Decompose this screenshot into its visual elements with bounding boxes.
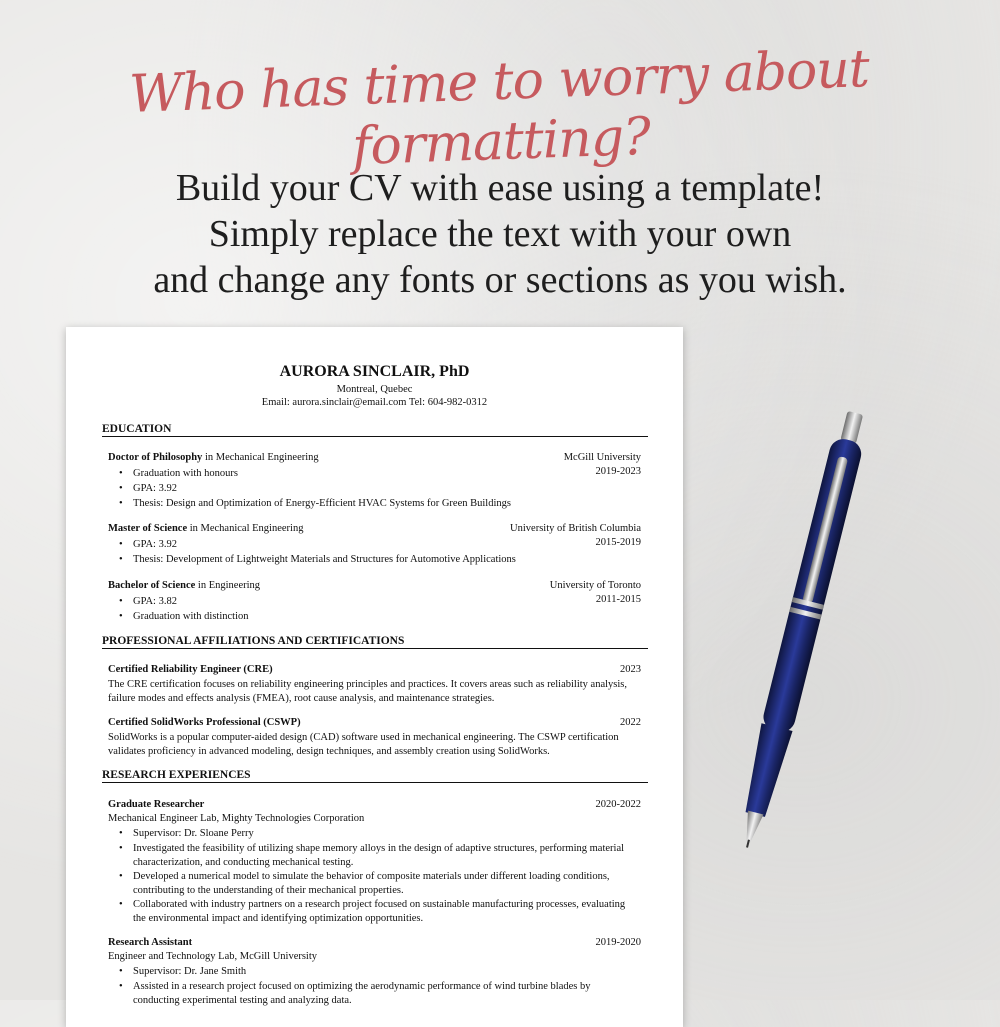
subtitle-line-1: Build your CV with ease using a template! bbox=[175, 167, 825, 209]
school-name: University of Toronto bbox=[549, 580, 641, 591]
list-item: • Supervisor: Dr. Sloane Perry bbox=[133, 827, 633, 841]
cv-location: Montreal, Quebec bbox=[336, 384, 413, 395]
subtitle-line-3: and change any fonts or sections as you wish. bbox=[153, 259, 847, 301]
education-years: 2015-2019 bbox=[595, 537, 641, 548]
education-years: 2011-2015 bbox=[595, 594, 641, 605]
list-item: • Developed a numerical model to simulate the behavior of composite materials under different loading conditions, contributing to the understanding of their mechanical properties. bbox=[133, 870, 633, 898]
certification-year: 2022 bbox=[620, 717, 641, 728]
list-item: • GPA: 3.92 bbox=[133, 482, 633, 496]
section-heading-affiliations: PROFESSIONAL AFFILIATIONS AND CERTIFICATIONS bbox=[102, 635, 648, 649]
list-item: • Collaborated with industry partners on a research project focused on sustainable manufacturing processes, evaluating the environmental impact and identifying optimization opportunities. bbox=[133, 898, 633, 926]
research-years: 2019-2020 bbox=[595, 937, 641, 948]
list-item: • Assisted in a research project focused on optimizing the aerodynamic performance of wind turbine blades by conducting experimental testing and analyzing data. bbox=[133, 980, 633, 1008]
list-item: • Thesis: Design and Optimization of Energy-Efficient HVAC Systems for Green Buildings bbox=[133, 497, 633, 511]
degree-field: in Mechanical Engineering bbox=[187, 523, 304, 534]
research-org: Mechanical Engineer Lab, Mighty Technologies Corporation bbox=[108, 813, 365, 824]
list-item: • Investigated the feasibility of utilizing shape memory alloys in the design of adaptive structures, performing material characterization, and conducting mechanical testing. bbox=[133, 842, 633, 870]
list-item: • Graduation with honours bbox=[133, 467, 633, 481]
degree-title: Bachelor of Science bbox=[108, 580, 196, 591]
degree-title: Master of Science bbox=[108, 523, 188, 534]
degree-field: in Engineering bbox=[195, 580, 261, 591]
school-name: McGill University bbox=[563, 452, 641, 463]
list-item: • GPA: 3.82 bbox=[133, 595, 633, 609]
research-title: Research Assistant bbox=[108, 937, 193, 948]
research-entry bbox=[108, 937, 641, 948]
certification-entry bbox=[108, 664, 641, 675]
promo-headline: Who has time to worry about formatting? bbox=[128, 39, 870, 178]
research-entry bbox=[108, 799, 641, 810]
certification-description: SolidWorks is a popular computer-aided design (CAD) software used in mechanical engineering. The CSWP certification validates proficiency in advanced modeling, design techniques, and assembly creation using SolidWorks. bbox=[108, 732, 619, 757]
education-entry-msc bbox=[108, 523, 641, 534]
certification-entry bbox=[108, 717, 641, 728]
degree-field: in Mechanical Engineering bbox=[202, 452, 319, 463]
degree-title: Doctor of Philosophy bbox=[108, 452, 203, 463]
education-entry-bsc bbox=[108, 580, 641, 591]
cv-contact: Email: aurora.sinclair@email.com Tel: 604-982-0312 bbox=[261, 397, 488, 408]
education-entry-phd bbox=[108, 452, 641, 463]
promo-subtitle bbox=[0, 165, 1000, 303]
list-item: • Supervisor: Dr. Jane Smith bbox=[133, 965, 633, 979]
school-name: University of British Columbia bbox=[510, 523, 641, 534]
research-org: Engineer and Technology Lab, McGill University bbox=[108, 951, 318, 962]
section-heading-education: EDUCATION bbox=[102, 423, 648, 437]
certification-year: 2023 bbox=[620, 664, 641, 675]
certification-title: Certified Reliability Engineer (CRE) bbox=[108, 664, 273, 675]
subtitle-line-2: Simply replace the text with your own bbox=[208, 213, 792, 255]
section-heading-research: RESEARCH EXPERIENCES bbox=[102, 769, 648, 783]
cv-document bbox=[66, 327, 683, 1027]
list-item: • GPA: 3.92 bbox=[133, 538, 633, 552]
pen-icon bbox=[720, 400, 880, 870]
education-years: 2019-2023 bbox=[595, 466, 641, 477]
cv-name: AURORA SINCLAIR, PhD bbox=[279, 363, 470, 380]
certification-title: Certified SolidWorks Professional (CSWP) bbox=[108, 717, 301, 728]
list-item: • Graduation with distinction bbox=[133, 610, 633, 624]
research-title: Graduate Researcher bbox=[108, 799, 205, 810]
certification-description: The CRE certification focuses on reliability engineering principles and practices. It covers areas such as reliability analysis, failure modes and effects analysis (FMEA), root cause analysis, and maintenance strategies. bbox=[108, 679, 627, 704]
list-item: • Thesis: Development of Lightweight Materials and Structures for Automotive Applications bbox=[133, 553, 633, 567]
research-years: 2020-2022 bbox=[595, 799, 641, 810]
